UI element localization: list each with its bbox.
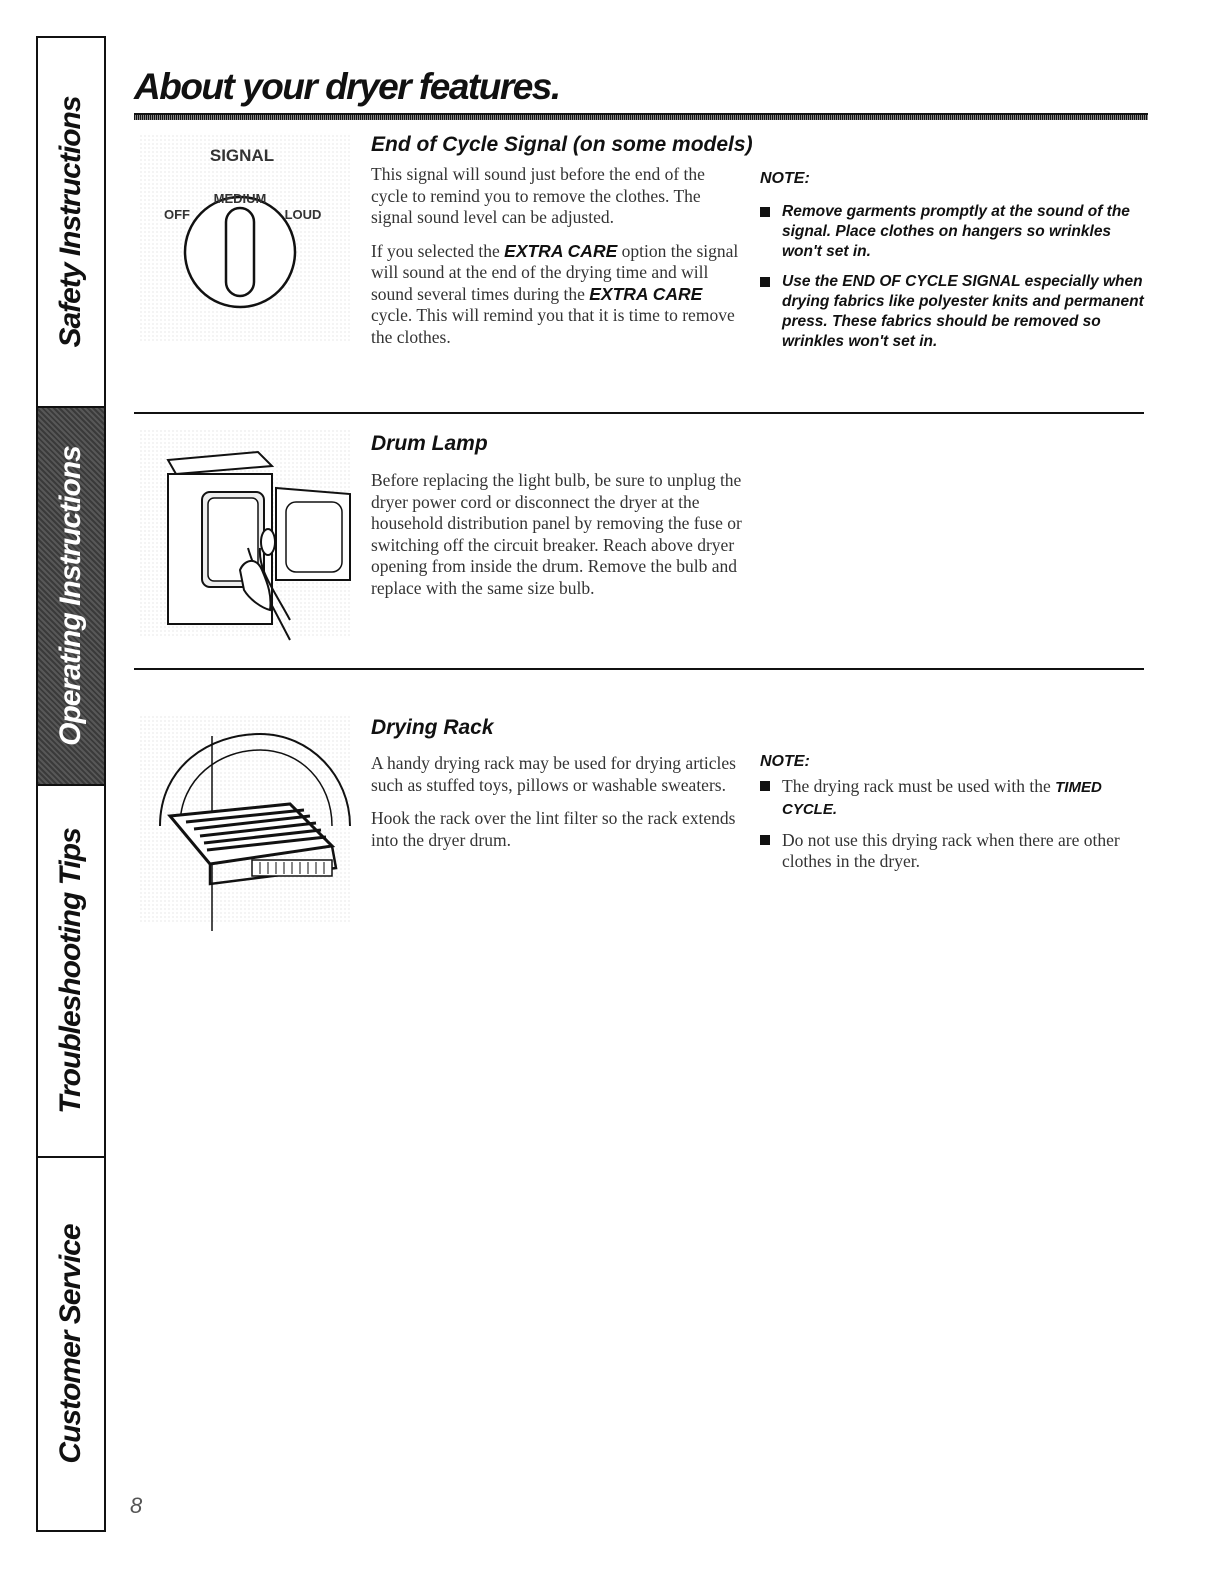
drying-rack-illustration	[140, 716, 352, 934]
end-of-cycle-title: End of Cycle Signal (on some models)	[371, 133, 753, 156]
dryer-drum-lamp-illustration	[140, 430, 352, 655]
signal-label: SIGNAL	[209, 146, 275, 165]
drum-lamp-body	[371, 470, 751, 611]
note-item: Remove garments promptly at the sound of the signal. Place clothes on hangers so wrinkles won't set in.	[760, 202, 1145, 262]
drying-rack-figure	[140, 716, 352, 934]
page-number: 8	[130, 1493, 143, 1518]
drying-rack-paragraph-2: Hook the rack over the lint filter so the rack extends into the dryer drum.	[371, 808, 736, 850]
drum-lamp-figure	[140, 430, 352, 655]
end-of-cycle-note-title: NOTE:	[760, 170, 810, 187]
end-of-cycle-notes	[760, 202, 1145, 362]
medium-label: MEDIUM	[213, 191, 267, 206]
signal-knob-icon	[140, 135, 352, 341]
end-of-cycle-paragraph-1: This signal will sound just before the end of the cycle to remind you to remove the clothes. The signal sound level can be adjusted.	[371, 164, 705, 227]
note-item: Use the END OF CYCLE SIGNAL especially when drying fabrics like polyester knits and permanent press. These fabrics should be removed so wrinkles won't set in.	[760, 272, 1145, 352]
title-rule	[134, 113, 1148, 120]
end-of-cycle-body	[371, 164, 746, 360]
sidebar-tab-operating[interactable]	[38, 408, 104, 786]
sidebar-tab-safety[interactable]	[38, 38, 104, 408]
off-label: OFF	[164, 207, 190, 222]
drying-rack-paragraph-1: A handy drying rack may be used for drying articles such as stuffed toys, pillows or washable sweaters.	[371, 753, 736, 795]
sidebar-tab-customer-service[interactable]	[38, 1158, 104, 1530]
note-item: Do not use this drying rack when there are other clothes in the dryer.	[760, 830, 1145, 872]
drying-rack-body	[371, 753, 751, 863]
sidebar-tab-label: Operating Instructions	[54, 446, 87, 746]
drying-rack-note-title: NOTE:	[760, 753, 810, 770]
sidebar-tab-label: Troubleshooting Tips	[54, 828, 87, 1114]
section-divider	[134, 412, 1144, 414]
loud-label: LOUD	[284, 207, 322, 222]
end-of-cycle-paragraph-2: If you selected the EXTRA CARE option the signal will sound at the end of the drying time and will sound several times during the EXTRA CARE cycle. This will remind you that it is time to remove the clothes.	[371, 240, 739, 347]
page-title: About your dryer features.	[134, 66, 560, 107]
section-divider	[134, 668, 1144, 670]
drying-rack-notes	[760, 776, 1145, 882]
sidebar-tab-label: Safety Instructions	[54, 96, 87, 348]
sidebar	[36, 36, 106, 1532]
sidebar-tab-label: Customer Service	[54, 1224, 87, 1464]
note-item: The drying rack must be used with the TIMED CYCLE.	[760, 776, 1145, 820]
drying-rack-title: Drying Rack	[371, 716, 494, 739]
signal-knob-figure	[140, 135, 352, 341]
sidebar-tab-troubleshooting[interactable]	[38, 786, 104, 1158]
drum-lamp-paragraph: Before replacing the light bulb, be sure to unplug the dryer power cord or disconnect the dryer at the household distribution panel by removing the fuse or switching off the circuit breaker. Reach above dryer opening from inside the drum. Remove the bulb and replace with the same size bulb.	[371, 470, 742, 598]
drum-lamp-title: Drum Lamp	[371, 432, 488, 455]
